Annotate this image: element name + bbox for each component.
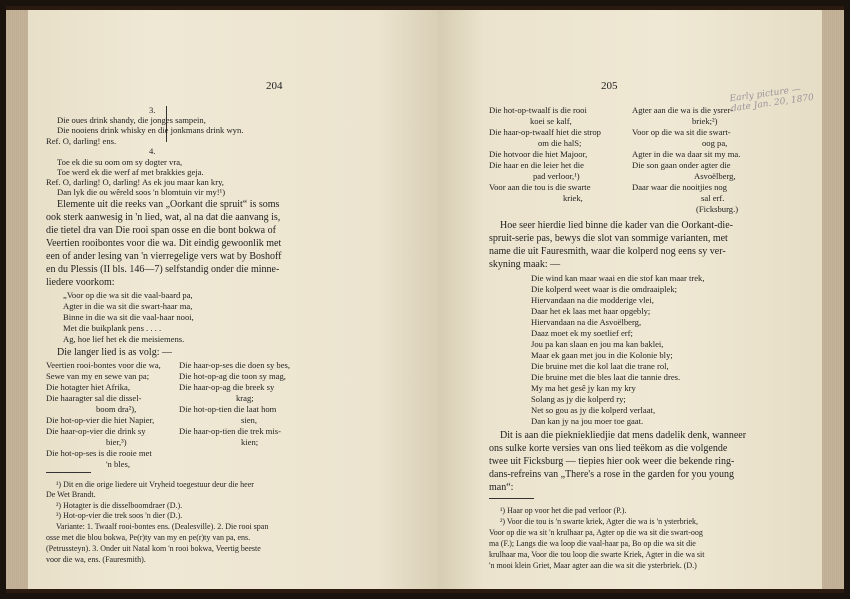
body-text-line: spruit-serie pas, bewys die slot van sommige varianten, met — [489, 233, 728, 244]
verse-line: „Voor op die wa sit die vaal-baard pa, — [63, 290, 193, 300]
verse-line: Daaz moet ek my soetlief erf; — [531, 328, 633, 338]
left-page — [28, 10, 438, 589]
footnote-rule — [489, 498, 534, 499]
verse-line: Die hot-op-ag die toon sy mag, — [179, 371, 286, 381]
verse-line: Die hot-op-vier die hiet Napier, — [46, 415, 155, 425]
verse-line: sal erf. — [701, 193, 725, 203]
verse-line: Die hotvoor die hiet Majoor, — [489, 149, 588, 159]
body-text-line: name die uit Fauresmith, waar die kolperd nog eens sy ver- — [489, 246, 726, 257]
body-text-line: Dit is aan die piekniekliedjie dat mens dadelik denk, wanneer — [500, 430, 747, 441]
verse-line: Die wind kan maar waai en die stof kan maar trek, — [531, 273, 705, 283]
verse-line: Die son gaan onder agter die — [632, 160, 731, 170]
verse-line: Daar het ek laas met haar opgebly; — [531, 306, 651, 316]
verse-line: Ag, hoe lief het ek die meisiemens. — [63, 334, 185, 344]
footnote-line: Variante: 1. Twaalf rooi-bontes ens. (Dealesville). 2. Die rooi span — [56, 522, 269, 531]
footnote-line: ²) Voor die tou is 'n swarte kriek, Agter die wa is 'n ysterbriek, — [500, 517, 699, 526]
body-text-line: ook sterk aanwesig in 'n lied, wat, al na dat die aanvang is, — [46, 212, 281, 223]
verse-line: Die bruine met die bles laat die tannie dres. — [531, 372, 681, 382]
verse-line: Die haaragter sal die dissel- — [46, 393, 142, 403]
verse-line: sien, — [241, 415, 257, 425]
body-text-line: Hoe seer hierdie lied binne die kader van die Oorkant-die- — [500, 220, 733, 231]
page-number: 205 — [601, 80, 618, 92]
verse-line: Die haar-op-ses die doen sy bes, — [179, 360, 291, 370]
verse-line: Toe werd ek die werf af met brakkies geja. — [57, 167, 204, 177]
verse-line: Sewe van my en sewe van pa; — [46, 371, 150, 381]
verse-line: boom dra²), — [96, 404, 137, 414]
stanza-number: 4. — [149, 146, 156, 156]
verse-line: 'n bles, — [106, 459, 130, 469]
verse-line: Die bruine met die kol laat die trane rol, — [531, 361, 669, 371]
footnote-line: ma (F.); Langs die wa loop die vaal-haar pa, Bo op die wa sit die — [489, 539, 696, 548]
body-text-line: en du Plessis (II bls. 146—7) selfstandig onder die minne- — [46, 264, 280, 275]
body-text-line: een of ander lesing van 'n vierregelige vers wat by Boshoff — [46, 251, 282, 262]
verse-line: bier,³) — [106, 437, 127, 447]
verse-line: (Ficksburg.) — [696, 204, 739, 214]
right-page — [438, 10, 822, 589]
page-number: 204 — [266, 80, 283, 92]
footnote-line: De Wet Brandt. — [46, 490, 96, 499]
verse-line: oog pa, — [702, 138, 728, 148]
footnote-line: osse met die blou bokwa, Pe(r)ty van my en pe(r)ty van pa, ens. — [46, 533, 251, 542]
body-text-line: Elemente uit die reeks van „Oorkant die spruit“ is soms — [57, 199, 280, 210]
pencil-annotation: Early picture — date Jan. 20, 1870 — [729, 84, 815, 115]
book-spread — [6, 6, 844, 593]
verse-line: Voor aan die tou is die swarte — [489, 182, 591, 192]
verse-line: Toe ek die su oom om sy dogter vra, — [57, 157, 183, 167]
verse-line: Die oues drink shandy, die jonges sampein, — [57, 115, 206, 125]
footnote-line: voor die wa, ens. (Fauresmith). — [46, 555, 146, 564]
verse-line: Solang as jy die kolperd ry; — [531, 394, 626, 404]
body-text-line: man“: — [489, 482, 514, 493]
verse-line: om die halS; — [538, 138, 582, 148]
verse-line: Die hot-op-twaalf is die rooi — [489, 105, 587, 115]
verse-line: Veertien rooi-bontes voor die wa, — [46, 360, 161, 370]
verse-line: Die nooiens drink whisky en die jonkmans drink wyn. — [57, 125, 244, 135]
verse-line: Dan kan jy na jou moer toe gaat. — [531, 416, 644, 426]
verse-line: Die haar-op-vier die drink sy — [46, 426, 146, 436]
verse-line: Hiervandaan na die modderige vlei, — [531, 295, 654, 305]
stanza-number: 3. — [149, 105, 156, 115]
verse-line: Net so gou as jy die kolperd verlaat, — [531, 405, 656, 415]
footnote-line: 'n mooi klein Griet, Maar agter aan die wa sit die ysterbriek. (D.) — [489, 561, 697, 570]
footnote-line: (Petrussteyn). 3. Onder uit Natal kom 'n rooi bokwa, Veertig beeste — [46, 544, 261, 553]
verse-line: Ref. O, darling! O, darling! As ek jou maar kan kry, — [46, 177, 224, 187]
body-text-line: die tietel dra van Die rooi span osse en die bont bokwa of — [46, 225, 276, 236]
verse-line: Maar ek gaan met jou in die Kolonie bly; — [531, 350, 673, 360]
body-text-line: Veertien rooibontes voor die wa. Dit eindig gewoonlik met — [46, 238, 282, 249]
body-text-line: liedere voorkom: — [46, 277, 115, 288]
right-page-edges — [821, 10, 844, 589]
left-page-edges — [6, 10, 29, 589]
verse-line: Hiervandaan na die Asvoëlberg, — [531, 317, 642, 327]
body-text-line: skyning maak: — — [489, 259, 561, 270]
verse-line: Die haar-op-ag die breek sy — [179, 382, 275, 392]
verse-line: Ref. O, darling! ens. — [46, 136, 117, 146]
footnote-rule — [46, 472, 91, 473]
footnote-line: Voor op die wa sit 'n krulhaar pa, Agter op die wa sit die swart-oog — [489, 528, 703, 537]
verse-line: Daar waar die nooitjies nog — [632, 182, 727, 192]
body-text-line: twee uit Ficksburg — tiepies hier ook weer die bekende ring- — [489, 456, 735, 467]
verse-line: kriek, — [563, 193, 583, 203]
footnote-line: krulhaar ma, Voor die tou loop die swarte Kriek, Agter in die wa sit — [489, 550, 705, 559]
verse-line: Die kolperd weet waar is die omdraaiplek; — [531, 284, 678, 294]
footnote-line: ¹) Dit en die orige liedere uit Vryheid toegestuur deur die heer — [56, 480, 254, 489]
verse-line: Asvoëlberg, — [694, 171, 736, 181]
footnote-line: ²) Hotagter is die disselboomdraer (D.). — [56, 501, 183, 510]
body-text-line: Die langer lied is as volg: — — [57, 347, 172, 358]
verse-line: Die hot-op-ses is die rooie met — [46, 448, 152, 458]
verse-line: My ma het gesê jy kan my kry — [531, 383, 636, 393]
body-text-line: dans-refreins van „There's a rose in the garden for you young — [489, 469, 735, 480]
verse-line: koei se kalf, — [530, 116, 572, 126]
verse-line: Agter aan die wa is die ysrer- — [632, 105, 734, 115]
verse-line: kien; — [241, 437, 259, 447]
verse-line: Dan lyk die ou wêreld soos 'n blomtuin vir my!¹) — [57, 187, 226, 197]
verse-line: Die hotagter hiet Afrika, — [46, 382, 130, 392]
body-text-line: ons sulke korte versies van ons lied teëkom as die volgende — [489, 443, 728, 454]
verse-line: Agter in die wa daar sit my ma. — [632, 149, 741, 159]
verse-line: Agter in die wa sit die swart-haar ma, — [63, 301, 193, 311]
footnote-line: ³) Hot-op-vier die trek soos 'n dier (D.). — [56, 511, 183, 520]
verse-line: Met die buikplank pens . . . . — [63, 323, 162, 333]
footnote-line: ¹) Haar op voor het die pad verloor (P.). — [500, 506, 627, 515]
verse-line: Binne in die wa sit die vaal-haar nooi, — [63, 312, 194, 322]
verse-line: Jou pa kan slaan en jou ma kan baklei, — [531, 339, 664, 349]
verse-line: krag; — [236, 393, 254, 403]
verse-line: Die haar en die leier het die — [489, 160, 584, 170]
verse-line: Voor op die wa sit die swart- — [632, 127, 731, 137]
verse-line: Die haar-op-twaalf hiet die strop — [489, 127, 601, 137]
verse-line: pad verloor,¹) — [533, 171, 580, 181]
verse-line: Die hot-op-tien die laat hom — [179, 404, 277, 414]
verse-line: briek;²) — [692, 116, 718, 126]
verse-line: Die haar-op-tien die trek mis- — [179, 426, 281, 436]
